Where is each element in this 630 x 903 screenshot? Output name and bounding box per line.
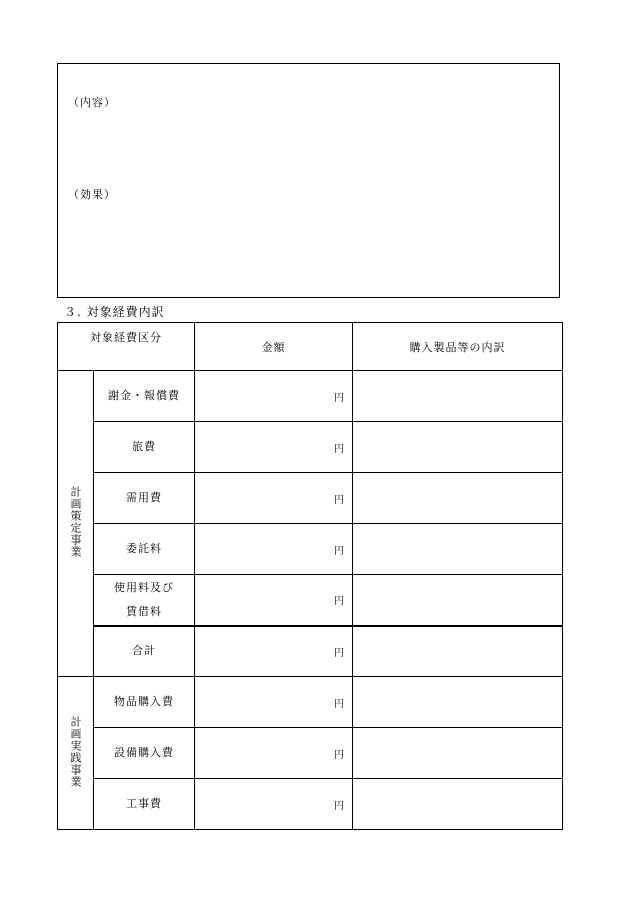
table-row [58, 524, 563, 575]
item-construction: 工事費 [94, 779, 195, 830]
content-effect-box [57, 63, 560, 298]
item-outsourcing: 委託料 [94, 524, 195, 575]
content-label: （内容） [68, 96, 116, 109]
group-implementation [58, 677, 94, 830]
details-cell[interactable] [353, 422, 563, 473]
table-row [58, 422, 563, 473]
amount-cell[interactable]: 円 [195, 677, 353, 728]
details-cell[interactable] [353, 677, 563, 728]
details-cell[interactable] [353, 575, 563, 626]
table-row [58, 473, 563, 524]
header-category: 対象経費区分 [58, 323, 195, 371]
details-cell[interactable] [353, 779, 563, 830]
details-cell[interactable] [353, 371, 563, 422]
expense-breakdown-table [57, 322, 563, 830]
item-goods-purchase: 物品購入費 [94, 677, 195, 728]
header-amount: 金額 [195, 323, 353, 371]
item-usage-rental-line1: 使用料及び [114, 580, 174, 594]
amount-cell[interactable]: 円 [195, 626, 353, 677]
amount-cell[interactable]: 円 [195, 575, 353, 626]
item-honorarium: 謝金・報償費 [94, 371, 195, 422]
table-row [58, 371, 563, 422]
group-implementation-label: 計画実践事業 [69, 715, 82, 788]
item-supplies: 需用費 [94, 473, 195, 524]
item-travel: 旅費 [94, 422, 195, 473]
section-title: ３. 対象経費内訳 [64, 305, 165, 319]
details-cell[interactable] [353, 728, 563, 779]
table-row [58, 677, 563, 728]
amount-cell[interactable]: 円 [195, 371, 353, 422]
table-row [58, 728, 563, 779]
amount-cell[interactable]: 円 [195, 422, 353, 473]
effect-label: （効果） [68, 188, 116, 201]
amount-cell[interactable]: 円 [195, 473, 353, 524]
item-equipment-purchase: 設備購入費 [94, 728, 195, 779]
item-usage-rental-line2: 賃借料 [126, 604, 162, 618]
amount-cell[interactable]: 円 [195, 728, 353, 779]
group-planning [58, 371, 94, 677]
header-details: 購入製品等の内訳 [353, 323, 563, 371]
details-cell[interactable] [353, 524, 563, 575]
subtotal-row [58, 626, 563, 677]
table-row [58, 779, 563, 830]
amount-cell[interactable]: 円 [195, 779, 353, 830]
amount-cell[interactable]: 円 [195, 524, 353, 575]
details-cell[interactable] [353, 626, 563, 677]
group-planning-label: 計画策定事業 [69, 486, 82, 558]
item-usage-rental [94, 575, 195, 626]
item-subtotal: 合計 [94, 626, 195, 677]
table-header-row [58, 323, 563, 371]
details-cell[interactable] [353, 473, 563, 524]
table-row [58, 575, 563, 626]
